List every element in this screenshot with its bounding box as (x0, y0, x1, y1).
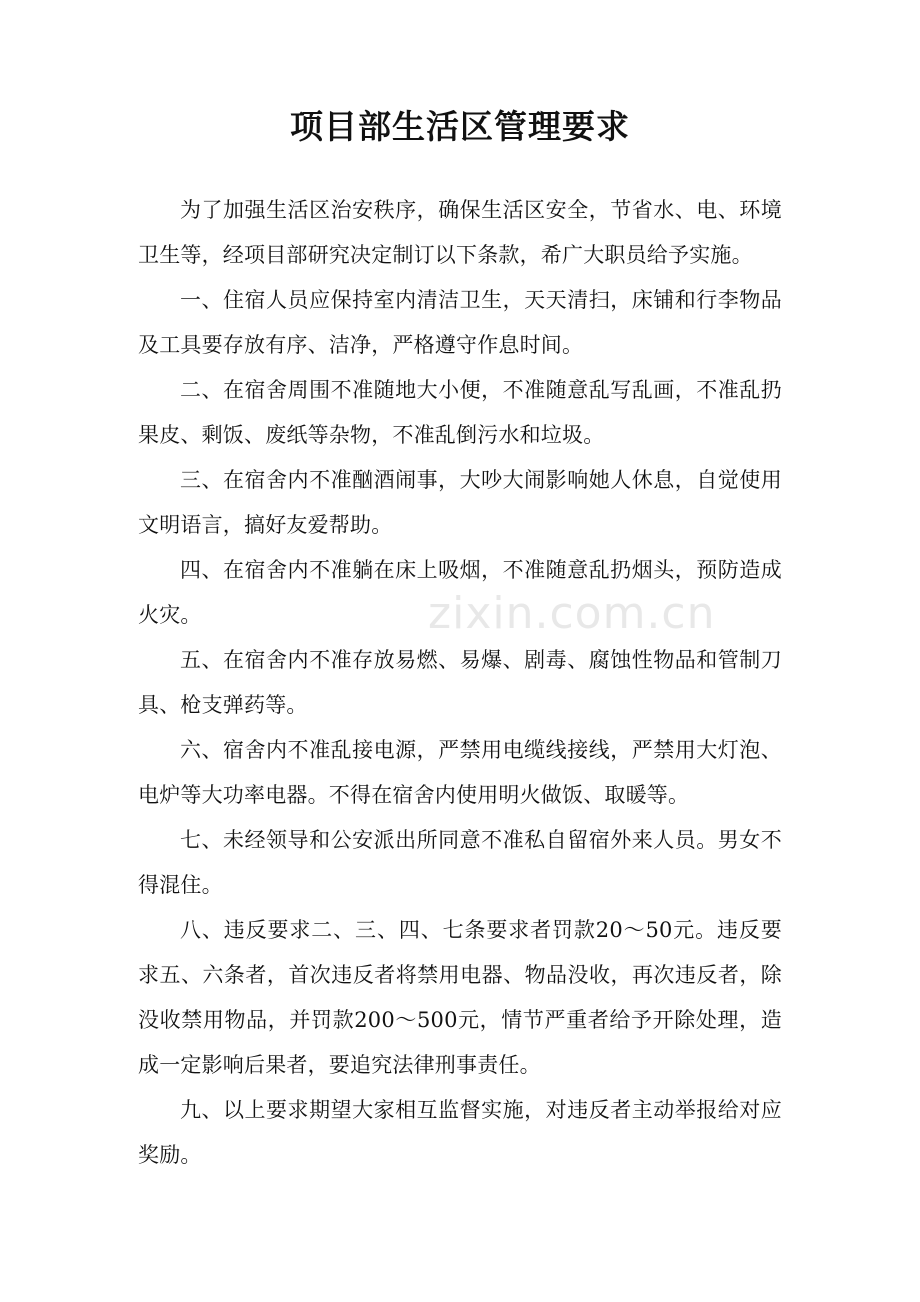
watermark: zixin.com.cn (428, 588, 716, 639)
rule-1-paragraph: 一、住宿人员应保持室内清洁卫生，天天清扫，床铺和行李物品及工具要存放有序、洁净，严格遵守作息时间。 (138, 288, 782, 357)
rule-2-paragraph: 二、在宿舍周围不准随地大小便，不准随意乱写乱画，不准乱扔果皮、剩饭、废纸等杂物，不准乱倒污水和垃圾。 (138, 378, 782, 447)
intro-paragraph: 为了加强生活区治安秩序，确保生活区安全，节省水、电、环境卫生等，经项目部研究决定制订以下条款，希广大职员给予实施。 (138, 198, 782, 267)
rule-5-paragraph: 五、在宿舍内不准存放易燃、易爆、剧毒、腐蚀性物品和管制刀具、枪支弹药等。 (138, 648, 782, 717)
rule-6-paragraph: 六、宿舍内不准乱接电源，严禁用电缆线接线，严禁用大灯泡、电炉等大功率电器。不得在宿舍内使用明火做饭、取暖等。 (138, 738, 782, 807)
rule-3-paragraph: 三、在宿舍内不准酗酒闹事，大吵大闹影响她人休息，自觉使用文明语言，搞好友爱帮助。 (138, 468, 782, 537)
rule-9-paragraph: 九、以上要求期望大家相互监督实施，对违反者主动举报给对应奖励。 (138, 1098, 782, 1167)
rule-7-paragraph: 七、未经领导和公安派出所同意不准私自留宿外来人员。男女不得混住。 (138, 828, 782, 897)
document-body (138, 188, 782, 1178)
rule-4-paragraph: 四、在宿舍内不准躺在床上吸烟，不准随意乱扔烟头，预防造成火灾。 (138, 558, 782, 627)
document-title: 项目部生活区管理要求 (290, 107, 630, 146)
rule-8-paragraph: 八、违反要求二、三、四、七条要求者罚款20～50元。违反要求五、六条者，首次违反者将禁用电器、物品没收，再次违反者，除没收禁用物品，并罚款200～500元，情节严重者给予开除处理，造成一定影响后果者，要追究法律刑事责任。 (138, 918, 782, 1077)
